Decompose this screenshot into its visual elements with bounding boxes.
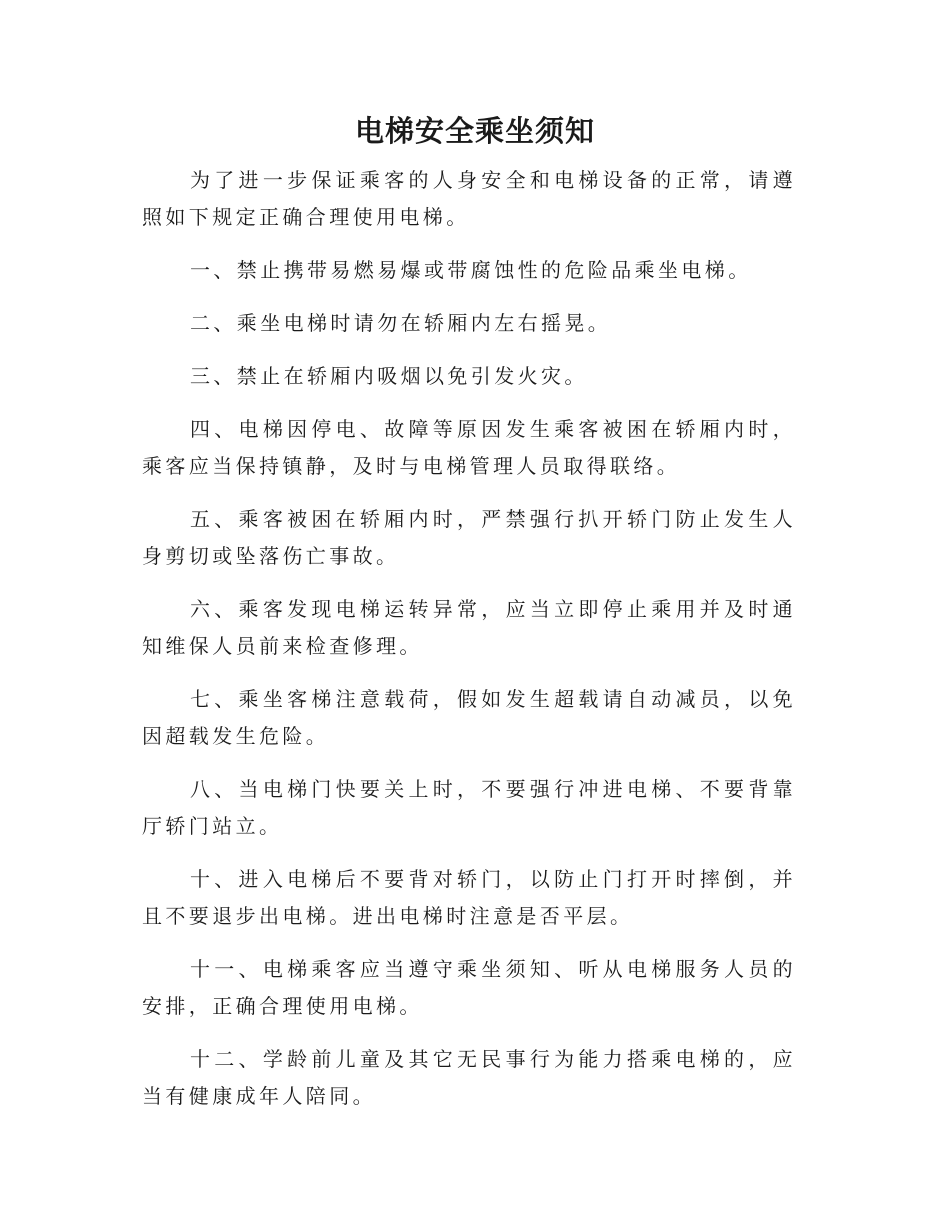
paragraph-rule-7: 七、乘坐客梯注意载荷，假如发生超载请自动减员，以免因超载发生危险。 xyxy=(142,687,796,748)
paragraph-rule-5: 五、乘客被困在轿厢内时，严禁强行扒开轿门防止发生人身剪切或坠落伤亡事故。 xyxy=(142,507,796,568)
paragraph-rule-12: 十二、学龄前儿童及其它无民事行为能力搭乘电梯的，应当有健康成年人陪同。 xyxy=(142,1047,796,1108)
paragraph-rule-1: 一、禁止携带易燃易爆或带腐蚀性的危险品乘坐电梯。 xyxy=(190,258,752,282)
document-title: 电梯安全乘坐须知 xyxy=(354,114,595,148)
paragraph-intro: 为了进一步保证乘客的人身安全和电梯设备的正常，请遵照如下规定正确合理使用电梯。 xyxy=(142,168,796,229)
paragraph-rule-4: 四、电梯因停电、故障等原因发生乘客被困在轿厢内时，乘客应当保持镇静，及时与电梯管理人员取得联络。 xyxy=(142,417,796,478)
paragraph-rule-10: 十、进入电梯后不要背对轿门，以防止门打开时摔倒，并且不要退步出电梯。进出电梯时注意是否平层。 xyxy=(142,867,796,928)
paragraph-rule-8: 八、当电梯门快要关上时，不要强行冲进电梯、不要背靠厅轿门站立。 xyxy=(142,777,796,838)
paragraph-rule-2: 二、乘坐电梯时请勿在轿厢内左右摇晃。 xyxy=(190,311,612,335)
paragraph-rule-6: 六、乘客发现电梯运转异常，应当立即停止乘用并及时通知维保人员前来检查修理。 xyxy=(142,597,796,658)
paragraph-rule-11: 十一、电梯乘客应当遵守乘坐须知、听从电梯服务人员的安排，正确合理使用电梯。 xyxy=(142,957,796,1018)
document-body xyxy=(142,162,796,1131)
paragraph-rule-3: 三、禁止在轿厢内吸烟以免引发火灾。 xyxy=(190,364,588,388)
